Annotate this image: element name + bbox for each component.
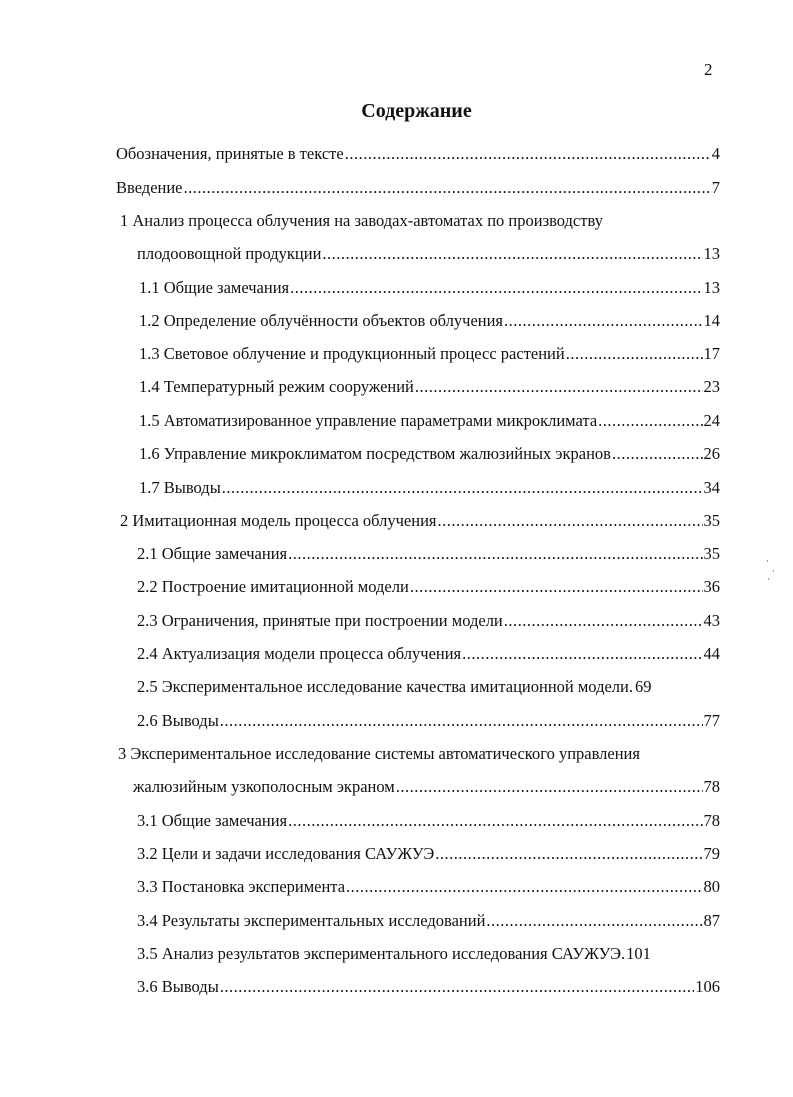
toc-leader xyxy=(220,711,703,731)
toc-entry-page: 17 xyxy=(703,344,720,363)
toc-entry xyxy=(137,677,720,697)
toc-entry-page: 23 xyxy=(703,377,720,396)
toc-entry xyxy=(139,444,720,464)
toc-entry-page: 35 xyxy=(703,544,720,563)
toc-entry xyxy=(139,411,720,431)
toc-entry-page: 13 xyxy=(703,278,720,297)
toc-entry xyxy=(137,977,720,997)
toc-entry xyxy=(139,478,720,498)
toc-leader xyxy=(598,411,702,431)
toc-entry-text: 2.6 Выводы xyxy=(137,711,219,730)
toc-entry-page: 7 xyxy=(711,178,720,197)
toc-entry-text: 2 Имитационная модель процесса облучения xyxy=(120,511,437,530)
toc-leader xyxy=(486,911,702,931)
toc-entry xyxy=(137,644,720,664)
toc-leader xyxy=(288,811,702,831)
toc-entry xyxy=(137,911,720,931)
toc-leader xyxy=(290,278,702,298)
toc-entry xyxy=(137,544,720,564)
toc-entry-text: 2.1 Общие замечания xyxy=(137,544,288,563)
toc-entry-text: 3.4 Результаты экспериментальных исследований xyxy=(137,911,486,930)
scan-speck: · xyxy=(766,556,769,566)
toc-entry-text: 3.3 Постановка эксперимента xyxy=(137,877,346,896)
toc-entry: 1 Анализ процесса облучения на заводах-автоматах по производству xyxy=(120,211,603,230)
toc-entry-page: 34 xyxy=(703,478,720,497)
toc-entry xyxy=(120,511,720,531)
toc-leader xyxy=(410,577,703,597)
toc-entry-text: 3.1 Общие замечания xyxy=(137,811,288,830)
toc-leader xyxy=(612,444,703,464)
toc-leader xyxy=(288,544,702,564)
toc-entry-page: 79 xyxy=(703,844,720,863)
toc-entry-text: 1.3 Световое облучение и продукционный процесс растений xyxy=(139,344,565,363)
page-title: Содержание xyxy=(361,100,472,122)
toc-entry: 3 Экспериментальное исследование системы автоматического управления xyxy=(118,744,640,763)
toc-entry-page: 77 xyxy=(703,711,720,730)
toc-entry-text: 2.4 Актуализация модели процесса облучения xyxy=(137,644,462,663)
toc-entry-text: 2.5 Экспериментальное исследование качества имитационной модели. xyxy=(137,677,633,696)
toc-entry xyxy=(137,577,720,597)
toc-entry-text: 2.2 Построение имитационной модели xyxy=(137,577,409,596)
toc-entry-page: 106 xyxy=(695,977,720,996)
toc-entry xyxy=(137,711,720,731)
toc-entry-page: 35 xyxy=(703,511,720,530)
toc-entry-page: 69 xyxy=(635,677,652,696)
toc-leader xyxy=(220,977,694,997)
toc-entry-page: 80 xyxy=(703,877,720,896)
toc-entry-page: 87 xyxy=(703,911,720,930)
toc-entry-text: 3.5 Анализ результатов экспериментального исследования САУЖУЭ. xyxy=(137,944,626,963)
toc-leader xyxy=(222,478,703,498)
toc-entry-page: 24 xyxy=(703,411,720,430)
toc-entry xyxy=(137,244,720,264)
toc-entry-text: 1.2 Определение облучённости объектов облучения xyxy=(139,311,504,330)
toc-entry xyxy=(137,811,720,831)
toc-entry-page: 78 xyxy=(703,811,720,830)
toc-leader xyxy=(566,344,703,364)
toc-entry-text: Введение xyxy=(116,178,183,197)
toc-entry-text: 1.5 Автоматизированное управление параметрами микроклимата xyxy=(139,411,598,430)
toc-entry xyxy=(139,311,720,331)
toc-entry xyxy=(116,144,720,164)
toc-leader xyxy=(504,311,702,331)
toc-entry xyxy=(139,344,720,364)
toc-entry xyxy=(116,178,720,198)
toc-entry-page: 78 xyxy=(703,777,720,796)
scan-speck: · xyxy=(767,574,770,584)
toc-entry-text: 1.7 Выводы xyxy=(139,478,221,497)
toc-entry-text: 3.6 Выводы xyxy=(137,977,219,996)
scan-speck: · xyxy=(772,566,775,576)
toc-entry-text: 1.4 Температурный режим сооружений xyxy=(139,377,414,396)
toc-leader xyxy=(504,611,703,631)
toc-leader xyxy=(346,877,702,897)
toc-leader xyxy=(345,144,711,164)
toc-entry-page: 36 xyxy=(703,577,720,596)
toc-entry-page: 26 xyxy=(703,444,720,463)
toc-entry-text: 3.2 Цели и задачи исследования САУЖУЭ xyxy=(137,844,435,863)
toc-entry xyxy=(137,844,720,864)
page-number: 2 xyxy=(704,60,713,79)
toc-leader xyxy=(415,377,703,397)
toc-entry-page: 14 xyxy=(703,311,720,330)
toc-entry xyxy=(139,278,720,298)
toc-entry-page: 13 xyxy=(703,244,720,263)
toc-entry-page: 43 xyxy=(703,611,720,630)
toc-entry-page: 44 xyxy=(703,644,720,663)
toc-leader xyxy=(462,644,702,664)
toc-entry-text: плодоовощной продукции xyxy=(137,244,322,263)
toc-leader xyxy=(322,244,702,264)
toc-leader xyxy=(396,777,703,797)
toc-entry-text: жалюзийным узкополосным экраном xyxy=(133,777,395,796)
toc-entry-text: 1.1 Общие замечания xyxy=(139,278,290,297)
toc-entry-text: Обозначения, принятые в тексте xyxy=(116,144,344,163)
toc-entry xyxy=(133,777,720,797)
toc-entry xyxy=(137,611,720,631)
toc-entry-text: 2.3 Ограничения, принятые при построении модели xyxy=(137,611,503,630)
toc-entry-page: 101 xyxy=(626,944,651,963)
toc-leader xyxy=(435,844,702,864)
toc-entry xyxy=(137,877,720,897)
toc-entry-page: 4 xyxy=(711,144,720,163)
toc-leader xyxy=(438,511,703,531)
toc-entry xyxy=(137,944,720,964)
toc-entry-text: 1.6 Управление микроклиматом посредством жалюзийных экранов xyxy=(139,444,611,463)
toc-leader xyxy=(184,178,711,198)
toc-entry xyxy=(139,377,720,397)
